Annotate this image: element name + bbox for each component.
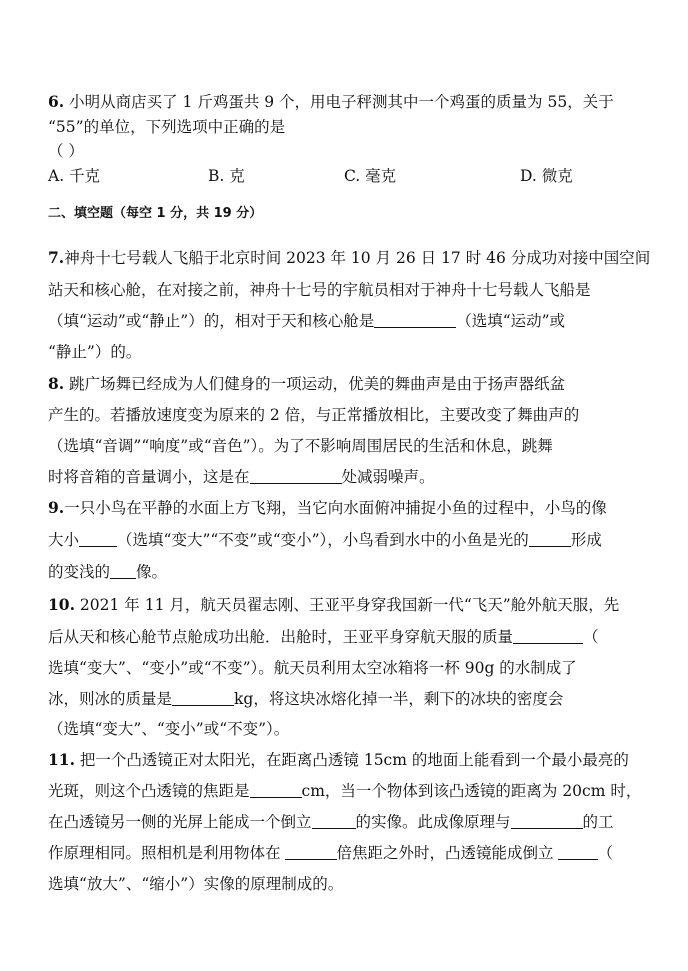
q8-text-1: 跳广场舞已经成为人们健身的一项运动，优美的舞曲声是由于扬声器纸盆 xyxy=(69,375,566,393)
q11-text-3b: 的实像。此成像原理与 xyxy=(355,813,511,831)
q7-line4: “静止”）的。 xyxy=(48,343,142,361)
section-2-title: 二、填空题（每空 1 分，共 19 分） xyxy=(48,206,263,221)
q11-text-4c: （ xyxy=(597,844,614,862)
q11-blank-2[interactable] xyxy=(312,813,356,829)
q11-text-4b: 倍焦距之外时，凸透镜能成倒立 xyxy=(336,844,554,862)
q11-line3 xyxy=(48,812,614,832)
q6-text-1: 小明从商店买了 1 斤鸡蛋共 9 个，用电子秤测其中一个鸡蛋的质量为 55，关于 xyxy=(69,93,614,111)
q6-option-c: C. 毫克 xyxy=(344,167,397,185)
q10-line5: （选填“变大”、“变小”或“不变”）。 xyxy=(48,720,290,738)
q11-line2 xyxy=(48,781,641,801)
q11-line1 xyxy=(48,750,629,770)
q7-line3 xyxy=(48,311,565,331)
q8-text-4a: 时将音箱的音量调小，这是在 xyxy=(48,468,250,486)
q9-blank-3[interactable] xyxy=(110,563,136,579)
q11-text-2a: 光斑，则这个凸透镜的焦距是 xyxy=(48,782,250,800)
q9-text-2b: （选填“变大”“不变”或“变小”），小鸟看到水中的小鱼是光的 xyxy=(117,531,529,549)
q11-blank-4[interactable] xyxy=(285,844,337,860)
q7-text-3b: （选填“运动”或 xyxy=(456,312,566,330)
q11-line5: 选填“放大”、“缩小”）实像的原理制成的。 xyxy=(48,875,344,893)
q11-text-2b: cm，当一个物体到该凸透镜的距离为 20cm 时， xyxy=(301,782,642,800)
q9-text-2a: 大小 xyxy=(48,531,80,549)
q11-text-3c: 的工 xyxy=(582,813,614,831)
q11-blank-1[interactable] xyxy=(250,782,302,798)
q6-option-d: D. 微克 xyxy=(520,167,573,185)
q9-text-3b: 像。 xyxy=(136,563,168,581)
q6-answer-paren: （ ） xyxy=(48,142,84,160)
q6-option-b: B. 克 xyxy=(208,167,245,185)
q10-line2 xyxy=(48,627,599,647)
q9-line3 xyxy=(48,562,167,582)
q10-text-4a: 冰，则冰的质量是 xyxy=(48,690,173,708)
q11-text-1: 把一个凸透镜正对太阳光，在距离凸透镜 15cm 的地面上能看到一个最小最亮的 xyxy=(79,751,629,769)
q8-number: 8. xyxy=(48,374,65,393)
q11-number: 11. xyxy=(48,750,75,769)
q11-blank-5[interactable] xyxy=(558,844,598,860)
q10-line3: 选填“变大”、“变小”或“不变”）。航天员利用太空冰箱将一杯 90g 的水制成了 xyxy=(48,659,577,677)
q11-line4 xyxy=(48,843,613,863)
q10-text-2a: 后从天和核心舱节点舱成功出舱．出舱时，王亚平身穿航天服的质量 xyxy=(48,628,514,646)
q9-blank-2[interactable] xyxy=(529,531,571,547)
q9-text-1: 一只小鸟在平静的水面上方飞翔，当它向水面俯冲捕捉小鱼的过程中，小鸟的像 xyxy=(64,499,607,517)
q8-line4 xyxy=(48,467,435,487)
q10-blank-1[interactable] xyxy=(513,628,583,644)
q9-line1 xyxy=(48,498,607,518)
q8-line2: 产生的。若播放速度变为原来的 2 倍，与正常播放相比，主要改变了舞曲声的 xyxy=(48,406,580,424)
q6-option-a: A. 千克 xyxy=(48,167,101,185)
q6-line2: “55”的单位，下列选项中正确的是 xyxy=(48,118,286,136)
q11-text-3a: 在凸透镜另一侧的光屏上能成一个倒立 xyxy=(48,813,312,831)
q7-text-3a: （填“运动”或“静止”）的，相对于天和核心舱是 xyxy=(48,312,375,330)
q7-number: 7. xyxy=(48,248,65,267)
q10-blank-2[interactable] xyxy=(172,690,234,706)
q8-text-4b: 处减弱噪声。 xyxy=(341,468,435,486)
q7-line1 xyxy=(48,248,650,268)
q9-number: 9. xyxy=(48,498,65,517)
q10-number: 10. xyxy=(48,595,75,614)
q7-line2: 站天和核心舱，在对接之前，神舟十七号的宇航员相对于神舟十七号载人飞船是 xyxy=(48,281,591,299)
q10-line4 xyxy=(48,689,563,709)
q7-text-1: 神舟十七号载人飞船于北京时间 2023 年 10 月 26 日 17 时 46 分成功对接中国空间 xyxy=(64,249,651,267)
q10-text-2b: （ xyxy=(583,628,599,646)
q8-line1 xyxy=(48,374,565,394)
q11-blank-3[interactable] xyxy=(511,813,583,829)
q9-text-2c: 形成 xyxy=(570,531,602,549)
q10-line1 xyxy=(48,595,619,615)
q8-line3: （选填“音调”“响度”或“音色”）。为了不影响周围居民的生活和休息，跳舞 xyxy=(48,437,553,455)
q7-blank-2[interactable] xyxy=(374,312,456,328)
q11-text-4a: 作原理相同。照相机是利用物体在 xyxy=(48,844,281,862)
q6-number: 6. xyxy=(48,92,65,111)
q9-blank-1[interactable] xyxy=(79,531,117,547)
q10-text-4b: kg，将这块冰熔化掉一半，剩下的冰块的密度会 xyxy=(234,690,564,708)
q9-text-3a: 的变浅的 xyxy=(48,563,111,581)
q8-blank-3[interactable] xyxy=(250,468,342,484)
q9-line2 xyxy=(48,530,602,550)
q6-line1 xyxy=(48,92,614,112)
q10-text-1: 2021 年 11 月，航天员翟志刚、王亚平身穿我国新一代“飞天”舱外航天服，先 xyxy=(79,596,620,614)
